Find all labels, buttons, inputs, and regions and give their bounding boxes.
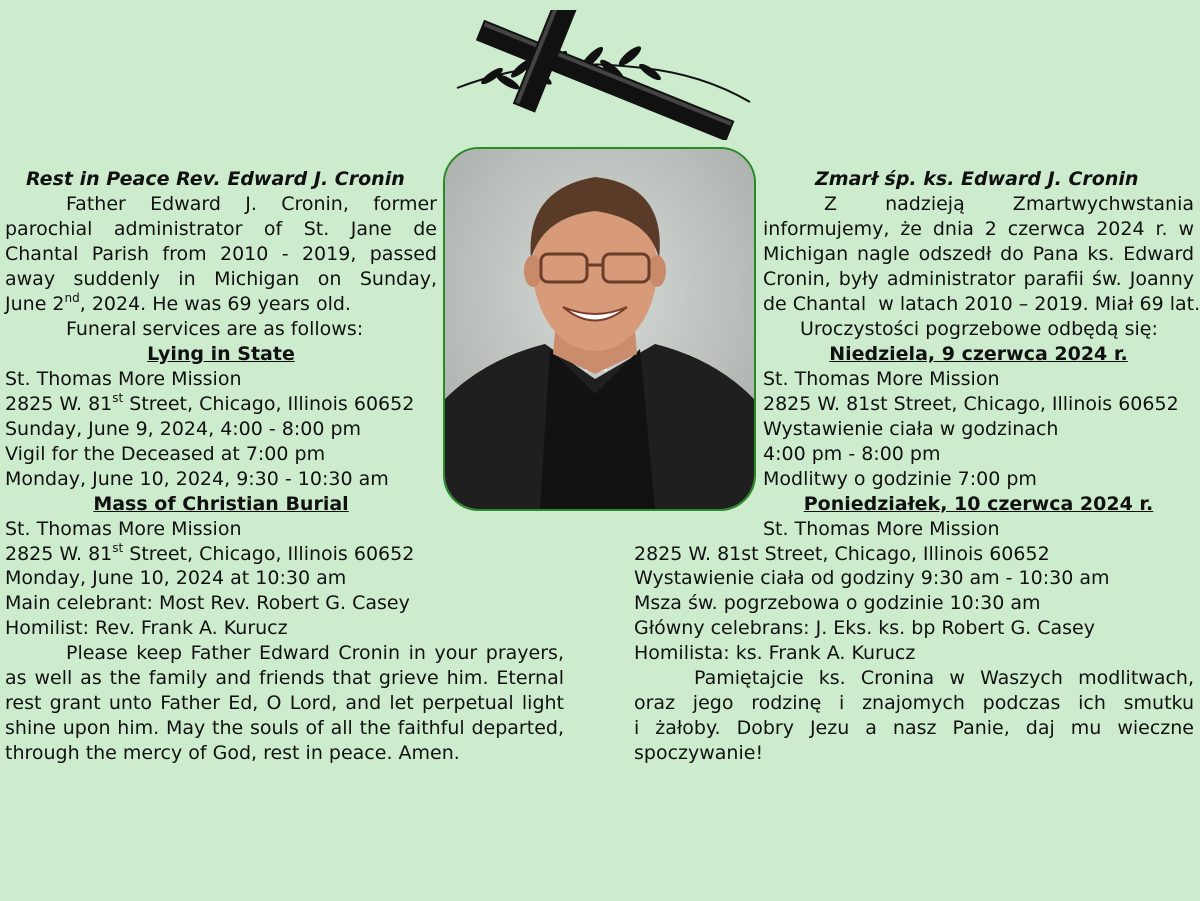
left-section2-heading: Mass of Christian Burial [93,493,349,515]
left-section1-line: Monday, June 10, 2024, 9:30 - 10:30 am [5,468,389,490]
right-section1-line: Wystawienie ciała w godzinach [763,418,1059,440]
right-section2-line: Wystawienie ciała od godziny 9:30 am - 10:30 am [634,567,1110,589]
right-intro-line: Michigan nagle odszedł do Pana ks. Edward [763,243,1194,265]
left-section1-line: Sunday, June 9, 2024, 4:00 - 8:00 pm [5,418,362,440]
left-section1-heading: Lying in State [147,343,295,365]
left-section2-line: St. Thomas More Mission [5,518,242,540]
right-section2-line: St. Thomas More Mission [763,518,1000,540]
right-section2-line: Główny celebrans: J. Eks. ks. bp Robert G. Casey [634,617,1095,639]
right-closing-line: i żałoby. Dobry Jezu a nasz Panie, daj mu wieczne [634,717,1194,739]
left-section2-line: 2825 W. 81st Street, Chicago, Illinois 60652 [5,540,415,565]
left-closing-line: as well as the family and friends that grieve him. Eternal [5,667,564,689]
left-closing-line: Please keep Father Edward Cronin in your prayers, [66,642,564,664]
left-intro-line: Chantal Parish from 2010 - 2019, passed [5,243,437,265]
left-section2-line: Monday, June 10, 2024 at 10:30 am [5,567,347,589]
right-section1-line: Modlitwy o godzinie 7:00 pm [763,468,1037,490]
left-closing-line: rest grant unto Father Ed, O Lord, and let perpetual light [5,692,564,714]
left-funeral-intro: Funeral services are as follows: [66,318,364,340]
left-closing-line: through the mercy of God, rest in peace. Amen. [5,742,460,764]
left-intro-line: June 2nd, 2024. He was 69 years old. [5,290,351,315]
left-intro-line: away suddenly in Michigan on Sunday, [5,268,437,290]
right-title: Zmarł śp. ks. Edward J. Cronin [815,168,1139,190]
left-section2-line: Homilist: Rev. Frank A. Kurucz [5,617,288,639]
right-section1-line: 2825 W. 81st Street, Chicago, Illinois 60652 [763,393,1179,415]
left-section2-line: Main celebrant: Most Rev. Robert G. Casey [5,592,410,614]
right-section1-heading: Niedziela, 9 czerwca 2024 r. [829,343,1128,365]
right-section1-line: St. Thomas More Mission [763,368,1000,390]
right-section1-line: 4:00 pm - 8:00 pm [763,443,941,465]
right-section2-line: Msza św. pogrzebowa o godzinie 10:30 am [634,592,1041,614]
left-section1-line: 2825 W. 81st Street, Chicago, Illinois 60652 [5,390,415,415]
right-section2-heading: Poniedziałek, 10 czerwca 2024 r. [803,493,1154,515]
right-intro-line: informujemy, że dnia 2 czerwca 2024 r. w [763,218,1194,240]
right-intro-line: Z nadzieją Zmartwychwstania [824,193,1194,215]
right-intro-line: Cronin, były administrator parafii św. Joanny [763,268,1194,290]
right-intro-line: de Chantal w latach 2010 – 2019. Miał 69 lat. [763,293,1200,315]
right-closing-line: Pamiętajcie ks. Cronina w Waszych modlitwach, [694,667,1194,689]
left-intro-line: parochial administrator of St. Jane de [5,218,437,240]
priest-portrait [443,147,756,511]
left-section1-line: Vigil for the Deceased at 7:00 pm [5,443,326,465]
right-funeral-intro: Uroczystości pogrzebowe odbędą się: [800,318,1158,340]
right-closing-line: spoczywanie! [634,742,764,764]
left-intro-line: Father Edward J. Cronin, former [66,193,437,215]
left-title: Rest in Peace Rev. Edward J. Cronin [26,168,405,190]
left-closing-line: shine upon him. May the souls of all the faithful departed, [5,717,564,739]
right-section2-line: Homilista: ks. Frank A. Kurucz [634,642,916,664]
cross-with-palm-icon [452,10,757,140]
right-closing-line: oraz jego rodzinę i znajomych podczas ich smutku [634,692,1194,714]
left-section1-line: St. Thomas More Mission [5,368,242,390]
right-section2-line: 2825 W. 81st Street, Chicago, Illinois 60652 [634,543,1050,565]
